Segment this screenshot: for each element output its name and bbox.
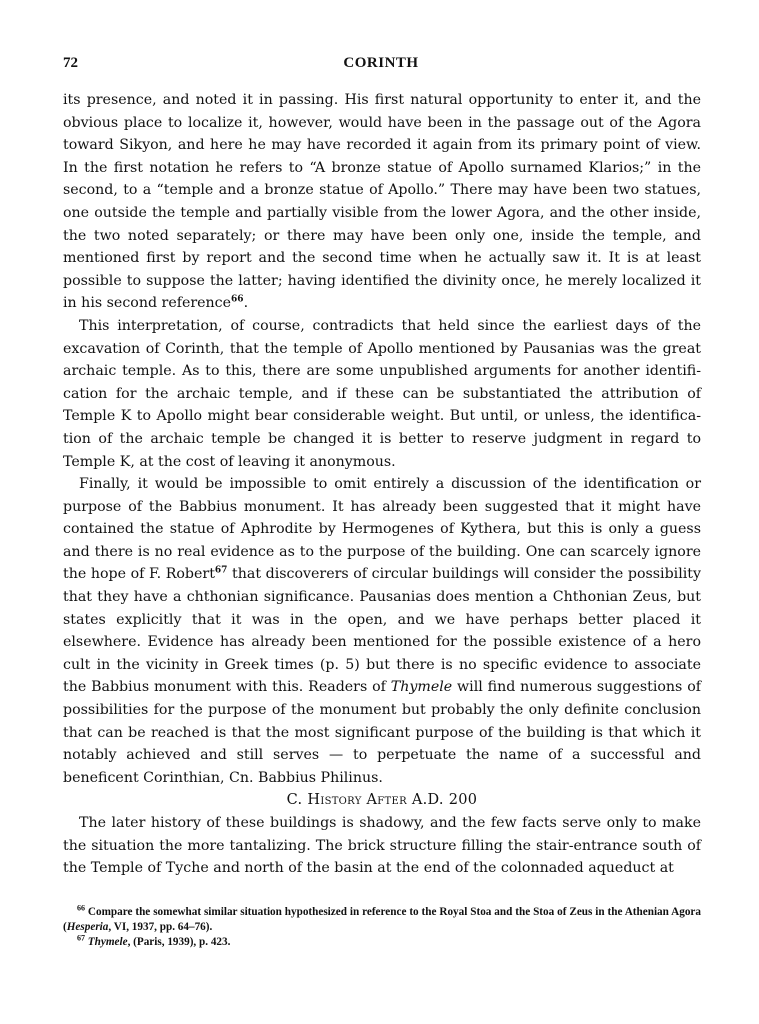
page-number: 72	[63, 55, 78, 71]
italic-title: Hesperia	[66, 921, 109, 933]
paragraph: The later history of these buildings is shadowy, and the few facts serve only to make the situation the more tantalizing. The brick structure filling the stair-entrance south of the Temple of Tyche and north of the basin at the end of the colonnaded aqueduct at	[63, 815, 701, 877]
footnote	[63, 935, 701, 950]
page-header	[63, 55, 699, 77]
running-title: CORINTH	[343, 55, 419, 71]
paragraph	[63, 89, 701, 315]
footnote-text: , (Paris, 1939), p. 423.	[127, 936, 231, 948]
paragraph-text: will find numerous suggestions of possibilities for the purpose of the monument but probably the only definite conclusion that can be reached is that the most significant purpose of the building is that which it notably achieved and still serves — to perpetuate the name of a successful and beneficent Corinthian, Cn. Babbius Philinus.	[63, 679, 701, 786]
footnote-number: 67	[77, 933, 85, 943]
paragraph	[63, 473, 701, 789]
footnote-ref: 66	[231, 294, 244, 305]
footnote-number: 66	[77, 903, 85, 913]
paragraph-end: .	[243, 295, 249, 312]
footnote-ref: 67	[214, 565, 228, 576]
italic-title: Thymele	[87, 936, 128, 948]
italic-title: Thymele	[390, 679, 453, 696]
footnote	[63, 905, 701, 935]
paragraph-text: Finally, it would be impossible to omit entirely a discussion of the identification or purpose of the Babbius monument. It has already been suggested that it might have contained the statue of Aphrodite by Hermogenes of Kythera, but this is only a guess and there is no real evidence as to the purpose of the building. One can scarcely ignore the hope of F. Robert	[63, 476, 701, 583]
footnote-text: , VI, 1937, pp. 64–76).	[108, 921, 213, 933]
footnote-text: Compare the somewhat similar situation hypothesized in reference to the Royal Stoa and the Stoa of Zeus in the Athenian Agora (	[63, 906, 701, 933]
body-text	[63, 89, 701, 880]
paragraph-text: its presence, and noted it in passing. His first natural opportunity to enter it, and the obvious place to localize it, however, would have been in the passage out of the Agora toward Sikyon, and here he may have recorded it again from its primary point of view. In the first notation he refers to “A bronze statue of Apollo surnamed Klarios;” in the second, to a “temple and a bronze statue of Apollo.” There may have been two statues, one outside the temple and partially visible from the lower Agora, and the other inside, the two noted separately; or there may have been only one, inside the temple, and mentioned first by report and the second time when he actually saw it. It is at least possible to suppose the latter; having identified the divinity once, he merely localized it in his second reference	[63, 92, 701, 312]
footnotes	[63, 905, 701, 950]
paragraph: This interpretation, of course, contradicts that held since the earliest days of the excavation of Corinth, that the temple of Apollo mentioned by Pausanias was the great archaic temple. As to this, there are some unpublished arguments for another identification for the archaic temple, and if these can be substantiated the attribution of Temple K to Apollo might bear considerable weight. But until, or unless, the identification of the archaic temple be changed it is better to reserve judgment in regard to Temple K, at the cost of leaving it anonymous.	[63, 317, 701, 470]
section-heading: C. History After A.D. 200	[286, 792, 478, 809]
paragraph-text: that discoverers of circular buildings will consider the possibility that they have a chthonian significance. Pausanias does mention a Chthonian Zeus, but states explicitly that it was in the open, and we have perhaps better placed it elsewhere. Evidence has already been mentioned for the possible existence of a hero cult in the vicinity in Greek times (p. 5) but there is no specific evidence to associate the Babbius monument with this. Readers of	[63, 566, 701, 696]
